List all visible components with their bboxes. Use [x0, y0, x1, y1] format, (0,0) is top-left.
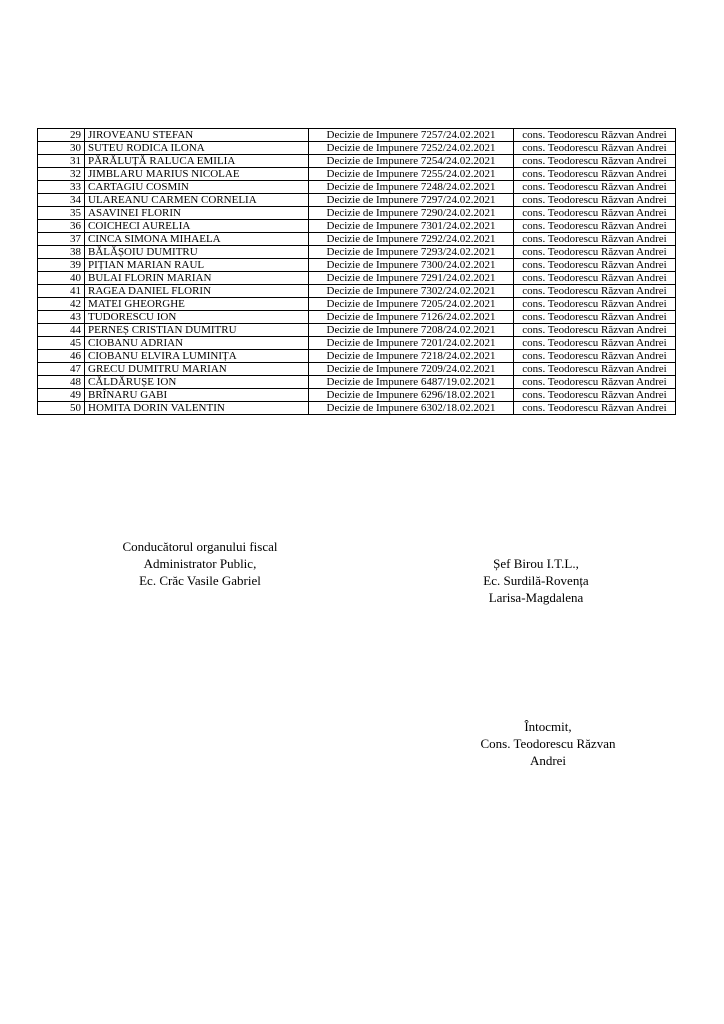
signature-role: Întocmit,	[524, 719, 572, 734]
row-number: 38	[38, 246, 85, 259]
signature-role: Șef Birou I.T.L.,	[493, 556, 579, 571]
issued-by: cons. Teodorescu Răzvan Andrei	[514, 233, 676, 246]
table-row	[38, 142, 676, 155]
row-number: 45	[38, 337, 85, 350]
row-number: 41	[38, 285, 85, 298]
issued-by: cons. Teodorescu Răzvan Andrei	[514, 129, 676, 142]
taxpayer-name: BRÎNARU GABI	[85, 389, 309, 402]
signature-name: Ec. Surdilă-Rovența	[483, 573, 589, 588]
decision-reference: Decizie de Impunere 7252/24.02.2021	[309, 142, 514, 155]
table-row	[38, 181, 676, 194]
decision-reference: Decizie de Impunere 6296/18.02.2021	[309, 389, 514, 402]
signature-name: Cons. Teodorescu Răzvan	[480, 736, 616, 751]
row-number: 34	[38, 194, 85, 207]
table-row	[38, 259, 676, 272]
taxpayer-name: CIOBANU ELVIRA LUMINIȚA	[85, 350, 309, 363]
row-number: 37	[38, 233, 85, 246]
issued-by: cons. Teodorescu Răzvan Andrei	[514, 363, 676, 376]
issued-by: cons. Teodorescu Răzvan Andrei	[514, 207, 676, 220]
records-table-body	[38, 129, 676, 415]
decision-reference: Decizie de Impunere 7292/24.02.2021	[309, 233, 514, 246]
decision-reference: Decizie de Impunere 7302/24.02.2021	[309, 285, 514, 298]
table-row	[38, 363, 676, 376]
decision-reference: Decizie de Impunere 7291/24.02.2021	[309, 272, 514, 285]
issued-by: cons. Teodorescu Răzvan Andrei	[514, 194, 676, 207]
issued-by: cons. Teodorescu Răzvan Andrei	[514, 168, 676, 181]
decision-reference: Decizie de Impunere 6302/18.02.2021	[309, 402, 514, 415]
table-row	[38, 168, 676, 181]
taxpayer-name: HOMITA DORIN VALENTIN	[85, 402, 309, 415]
taxpayer-name: CARTAGIU COSMIN	[85, 181, 309, 194]
issued-by: cons. Teodorescu Răzvan Andrei	[514, 142, 676, 155]
table-row	[38, 350, 676, 363]
table-row	[38, 376, 676, 389]
table-row	[38, 389, 676, 402]
row-number: 32	[38, 168, 85, 181]
table-row	[38, 207, 676, 220]
row-number: 39	[38, 259, 85, 272]
taxpayer-name: PIȚIAN MARIAN RAUL	[85, 259, 309, 272]
table-row	[38, 194, 676, 207]
taxpayer-name: CĂLDĂRUȘE ION	[85, 376, 309, 389]
row-number: 35	[38, 207, 85, 220]
taxpayer-name: CIOBANU ADRIAN	[85, 337, 309, 350]
table-row	[38, 337, 676, 350]
issued-by: cons. Teodorescu Răzvan Andrei	[514, 402, 676, 415]
decision-reference: Decizie de Impunere 7218/24.02.2021	[309, 350, 514, 363]
taxpayer-name: COICHECI AURELIA	[85, 220, 309, 233]
issued-by: cons. Teodorescu Răzvan Andrei	[514, 324, 676, 337]
issued-by: cons. Teodorescu Răzvan Andrei	[514, 155, 676, 168]
decision-reference: Decizie de Impunere 7255/24.02.2021	[309, 168, 514, 181]
decision-reference: Decizie de Impunere 6487/19.02.2021	[309, 376, 514, 389]
row-number: 31	[38, 155, 85, 168]
taxpayer-name: PERNEȘ CRISTIAN DUMITRU	[85, 324, 309, 337]
decision-reference: Decizie de Impunere 7290/24.02.2021	[309, 207, 514, 220]
table-row	[38, 246, 676, 259]
taxpayer-name: RAGEA DANIEL FLORIN	[85, 285, 309, 298]
decision-reference: Decizie de Impunere 7201/24.02.2021	[309, 337, 514, 350]
signature-name-continued: Larisa-Magdalena	[488, 590, 584, 605]
row-number: 42	[38, 298, 85, 311]
row-number: 49	[38, 389, 85, 402]
issued-by: cons. Teodorescu Răzvan Andrei	[514, 311, 676, 324]
signature-title: Conducătorul organului fiscal	[122, 539, 278, 554]
table-row	[38, 272, 676, 285]
table-row	[38, 285, 676, 298]
row-number: 43	[38, 311, 85, 324]
taxpayer-name: JIMBLARU MARIUS NICOLAE	[85, 168, 309, 181]
signature-block-administrator	[105, 538, 295, 589]
taxpayer-name: PĂRĂLUȚĂ RALUCA EMILIA	[85, 155, 309, 168]
decision-reference: Decizie de Impunere 7126/24.02.2021	[309, 311, 514, 324]
row-number: 36	[38, 220, 85, 233]
issued-by: cons. Teodorescu Răzvan Andrei	[514, 259, 676, 272]
records-table	[37, 128, 676, 415]
decision-reference: Decizie de Impunere 7293/24.02.2021	[309, 246, 514, 259]
signature-block-prepared-by	[448, 718, 648, 769]
table-row	[38, 129, 676, 142]
issued-by: cons. Teodorescu Răzvan Andrei	[514, 220, 676, 233]
issued-by: cons. Teodorescu Răzvan Andrei	[514, 246, 676, 259]
issued-by: cons. Teodorescu Răzvan Andrei	[514, 350, 676, 363]
taxpayer-name: ASAVINEI FLORIN	[85, 207, 309, 220]
signature-name: Ec. Crăc Vasile Gabriel	[139, 573, 261, 588]
issued-by: cons. Teodorescu Răzvan Andrei	[514, 376, 676, 389]
row-number: 46	[38, 350, 85, 363]
table-row	[38, 324, 676, 337]
issued-by: cons. Teodorescu Răzvan Andrei	[514, 181, 676, 194]
row-number: 47	[38, 363, 85, 376]
taxpayer-name: TUDORESCU ION	[85, 311, 309, 324]
decision-reference: Decizie de Impunere 7300/24.02.2021	[309, 259, 514, 272]
table-row	[38, 220, 676, 233]
taxpayer-name: GRECU DUMITRU MARIAN	[85, 363, 309, 376]
row-number: 50	[38, 402, 85, 415]
issued-by: cons. Teodorescu Răzvan Andrei	[514, 298, 676, 311]
decision-reference: Decizie de Impunere 7208/24.02.2021	[309, 324, 514, 337]
signature-role: Administrator Public,	[143, 556, 257, 571]
row-number: 48	[38, 376, 85, 389]
taxpayer-name: BULAI FLORIN MARIAN	[85, 272, 309, 285]
signature-block-office-head	[436, 555, 636, 606]
decision-reference: Decizie de Impunere 7248/24.02.2021	[309, 181, 514, 194]
table-row	[38, 311, 676, 324]
row-number: 30	[38, 142, 85, 155]
table-row	[38, 298, 676, 311]
table-row	[38, 155, 676, 168]
row-number: 33	[38, 181, 85, 194]
row-number: 44	[38, 324, 85, 337]
decision-reference: Decizie de Impunere 7301/24.02.2021	[309, 220, 514, 233]
taxpayer-name: ULAREANU CARMEN CORNELIA	[85, 194, 309, 207]
decision-reference: Decizie de Impunere 7257/24.02.2021	[309, 129, 514, 142]
taxpayer-name: JIROVEANU STEFAN	[85, 129, 309, 142]
decision-reference: Decizie de Impunere 7209/24.02.2021	[309, 363, 514, 376]
row-number: 40	[38, 272, 85, 285]
taxpayer-name: SUTEU RODICA ILONA	[85, 142, 309, 155]
decision-reference: Decizie de Impunere 7297/24.02.2021	[309, 194, 514, 207]
row-number: 29	[38, 129, 85, 142]
issued-by: cons. Teodorescu Răzvan Andrei	[514, 272, 676, 285]
issued-by: cons. Teodorescu Răzvan Andrei	[514, 337, 676, 350]
taxpayer-name: CINCA SIMONA MIHAELA	[85, 233, 309, 246]
table-row	[38, 402, 676, 415]
taxpayer-name: MATEI GHEORGHE	[85, 298, 309, 311]
decision-reference: Decizie de Impunere 7254/24.02.2021	[309, 155, 514, 168]
table-row	[38, 233, 676, 246]
taxpayer-name: BĂLĂȘOIU DUMITRU	[85, 246, 309, 259]
signature-name-continued: Andrei	[529, 753, 567, 768]
issued-by: cons. Teodorescu Răzvan Andrei	[514, 285, 676, 298]
decision-reference: Decizie de Impunere 7205/24.02.2021	[309, 298, 514, 311]
issued-by: cons. Teodorescu Răzvan Andrei	[514, 389, 676, 402]
